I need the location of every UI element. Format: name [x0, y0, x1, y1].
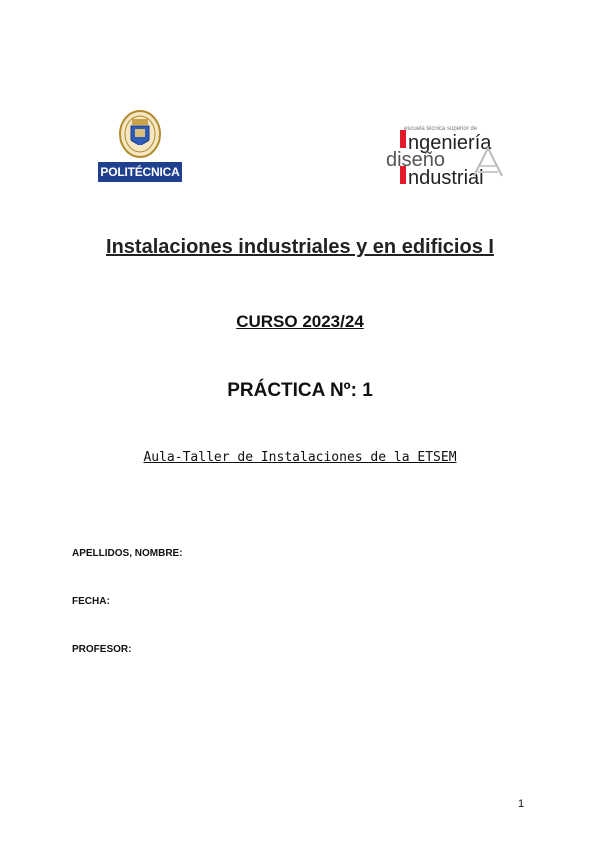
teacher-label: PROFESOR: [72, 644, 132, 655]
page-number: 1 [518, 798, 525, 810]
name-label: APELLIDOS, NOMBRE: [72, 548, 183, 559]
etsidi-line-industrial: ndustrial [408, 167, 484, 189]
etsidi-tagline: escuela técnica superior de [404, 126, 478, 132]
upm-band: POLITÉCNICA [98, 162, 182, 182]
etsidi-line-diseno: diseño [386, 149, 445, 171]
document-subtitle: Aula-Taller de Instalaciones de la ETSEM [143, 450, 457, 465]
upm-seal-icon [118, 110, 162, 162]
course-year: CURSO 2023/24 [236, 312, 364, 331]
etsidi-line-ingenieria: ngeniería [408, 132, 492, 154]
etsidi-logo [378, 124, 510, 189]
compass-icon [470, 144, 506, 180]
date-label: FECHA: [72, 596, 110, 607]
practice-number: PRÁCTICA Nº: 1 [227, 380, 373, 401]
document-title: Instalaciones industriales y en edificios I [106, 236, 494, 258]
red-bar-top [400, 130, 406, 148]
upm-logo [96, 110, 186, 182]
